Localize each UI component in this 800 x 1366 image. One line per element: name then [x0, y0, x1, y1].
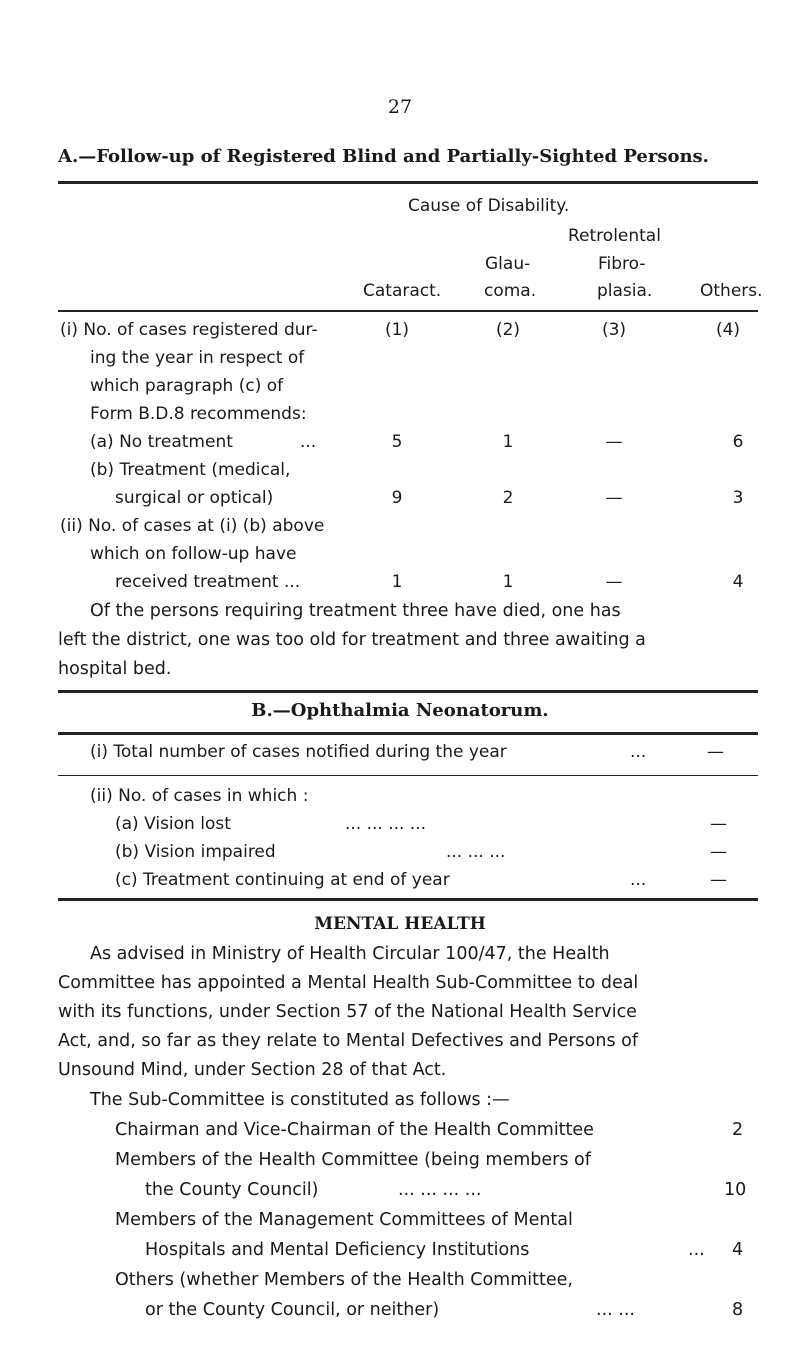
cell-value: 4 — [732, 572, 744, 592]
cell-value: — — [710, 814, 727, 834]
col-header-retrolental-3: plasia. — [597, 281, 653, 301]
cell-value: — — [710, 870, 727, 890]
note-line-1: Of the persons requiring treatment three have died, one has — [90, 601, 621, 621]
page-number: 27 — [387, 96, 413, 118]
item-ii-line-2: which on follow-up have — [90, 544, 297, 564]
col-number: (1) — [384, 320, 410, 340]
divider — [58, 775, 758, 776]
section-b-sub-a: (a) Vision lost — [115, 814, 231, 834]
member-row-4a: Others (whether Members of the Health Committee, — [115, 1270, 573, 1290]
item-i-line-1: (i) No. of cases registered dur- — [60, 320, 318, 340]
leader-dots: ... ... ... — [446, 842, 506, 862]
mh-para-line-4: Act, and, so far as they relate to Mental Defectives and Persons of — [58, 1031, 639, 1051]
member-row-3a: Members of the Management Committees of Mental — [115, 1210, 573, 1230]
item-i-line-4: Form B.D.8 recommends: — [90, 404, 307, 424]
cell-value: 9 — [391, 488, 403, 508]
col-header-retrolental-2: Fibro- — [598, 254, 646, 274]
cell-value: 2 — [502, 488, 514, 508]
member-value: 10 — [724, 1180, 747, 1200]
row-b-label-1: (b) Treatment (medical, — [90, 460, 291, 480]
col-number: (2) — [495, 320, 521, 340]
divider — [58, 181, 758, 184]
note-line-2: left the district, one was too old for treatment and three awaiting a — [58, 630, 646, 650]
leader-dots: ... — [630, 870, 647, 890]
item-ii-line-3: received treatment ... — [115, 572, 301, 592]
section-b-row-i: (i) Total number of cases notified during the year — [90, 742, 507, 762]
leader-dots: ... — [688, 1240, 705, 1260]
cell-value: 1 — [391, 572, 403, 592]
cell-value: 5 — [391, 432, 403, 452]
item-i-line-3: which paragraph (c) of — [90, 376, 284, 396]
mh-para-line-5: Unsound Mind, under Section 28 of that Act. — [58, 1060, 447, 1080]
cell-value: — — [605, 572, 623, 592]
item-ii-line-1: (ii) No. of cases at (i) (b) above — [60, 516, 325, 536]
cell-value: — — [710, 842, 727, 862]
cause-of-disability-heading: Cause of Disability. — [408, 196, 570, 216]
divider — [58, 732, 758, 735]
col-header-glaucoma-2: coma. — [484, 281, 537, 301]
divider — [58, 898, 758, 901]
divider — [58, 310, 758, 312]
item-i-line-2: ing the year in respect of — [90, 348, 305, 368]
member-row-3b: Hospitals and Mental Deficiency Institutions — [145, 1240, 530, 1260]
leader-dots: ... ... ... ... — [398, 1180, 482, 1200]
cell-value: 3 — [732, 488, 744, 508]
leader-dots: ... — [630, 742, 647, 762]
note-line-3: hospital bed. — [58, 659, 172, 679]
col-number: (4) — [715, 320, 741, 340]
constituted-line: The Sub-Committee is constituted as follows :— — [90, 1090, 510, 1110]
col-header-glaucoma-1: Glau- — [485, 254, 531, 274]
cell-value: 1 — [502, 572, 514, 592]
cell-value: 1 — [502, 432, 514, 452]
col-header-others: Others. — [700, 281, 763, 301]
col-header-retrolental-1: Retrolental — [568, 226, 661, 246]
member-value: 2 — [732, 1120, 744, 1140]
col-number: (3) — [601, 320, 627, 340]
leader-dots: ... ... — [596, 1300, 635, 1320]
cell-value: — — [605, 488, 623, 508]
member-row-2a: Members of the Health Committee (being members of — [115, 1150, 591, 1170]
mental-health-heading: MENTAL HEALTH — [314, 914, 486, 934]
section-b-row-ii: (ii) No. of cases in which : — [90, 786, 309, 806]
row-a-label: (a) No treatment — [90, 432, 233, 452]
section-a-title: A.—Follow-up of Registered Blind and Partially-Sighted Persons. — [58, 146, 709, 167]
cell-value: — — [707, 742, 724, 762]
section-b-sub-c: (c) Treatment continuing at end of year — [115, 870, 450, 890]
member-value: 4 — [732, 1240, 744, 1260]
cell-value: — — [605, 432, 623, 452]
member-value: 8 — [732, 1300, 744, 1320]
leader-dots: ... ... ... ... — [345, 814, 427, 834]
cell-value: 6 — [732, 432, 744, 452]
divider — [58, 690, 758, 693]
mh-para-line-3: with its functions, under Section 57 of the National Health Service — [58, 1002, 637, 1022]
section-b-title: B.—Ophthalmia Neonatorum. — [251, 700, 549, 721]
section-b-sub-b: (b) Vision impaired — [115, 842, 276, 862]
member-row-4b: or the County Council, or neither) — [145, 1300, 440, 1320]
leader-dots: ... — [300, 432, 317, 452]
mh-para-line-1: As advised in Ministry of Health Circular 100/47, the Health — [90, 944, 610, 964]
mh-para-line-2: Committee has appointed a Mental Health Sub-Committee to deal — [58, 973, 639, 993]
col-header-cataract: Cataract. — [363, 281, 442, 301]
member-row-2b: the County Council) — [145, 1180, 319, 1200]
row-b-label-2: surgical or optical) — [115, 488, 274, 508]
member-row-1: Chairman and Vice-Chairman of the Health Committee — [115, 1120, 594, 1140]
